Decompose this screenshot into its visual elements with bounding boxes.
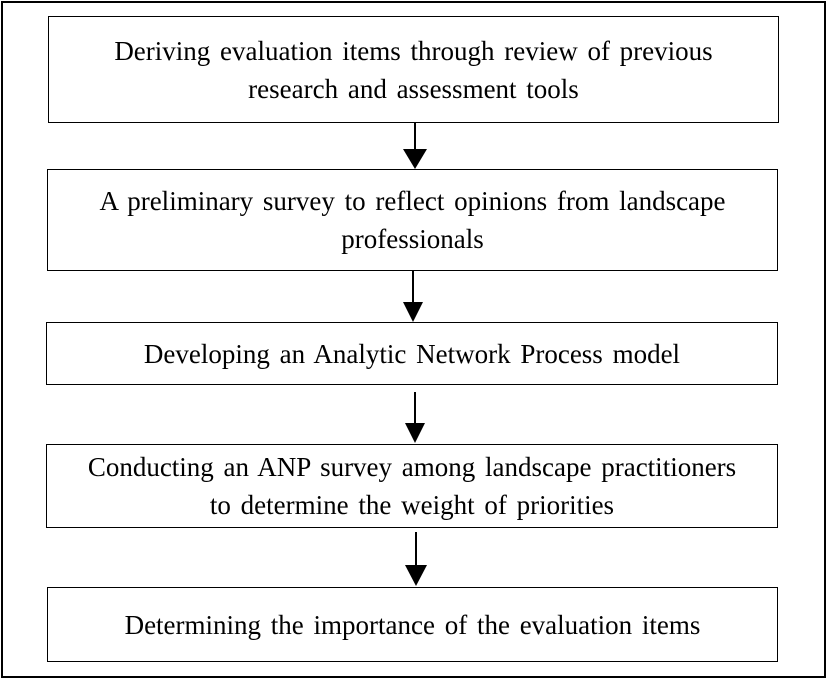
step-3-line-1: Developing an Analytic Network Process model xyxy=(143,338,681,369)
step-1-line-1: Deriving evaluation items through review of previous xyxy=(114,35,713,66)
arrow-down-2 xyxy=(398,271,428,322)
step-box-5 xyxy=(47,587,778,662)
step-2-line-1: A preliminary survey to reflect opinions from landscape xyxy=(99,186,726,216)
arrow-down-4 xyxy=(401,528,431,587)
step-box-2 xyxy=(47,169,778,271)
step-4-line-2: to determine the weight of priorities xyxy=(209,490,615,520)
step-2-line-2: professionals xyxy=(341,224,484,254)
step-5-line-1: Determining the importance of the evaluation items xyxy=(124,609,701,640)
step-4-line-1: Conducting an ANP survey among landscape practitioners xyxy=(87,452,737,482)
step-1-line-2: research and assessment tools xyxy=(248,73,579,104)
step-box-1 xyxy=(48,16,779,123)
arrow-down-1 xyxy=(400,123,430,169)
step-box-3 xyxy=(46,322,778,385)
arrow-down-3 xyxy=(400,385,430,444)
step-box-4 xyxy=(46,444,778,528)
